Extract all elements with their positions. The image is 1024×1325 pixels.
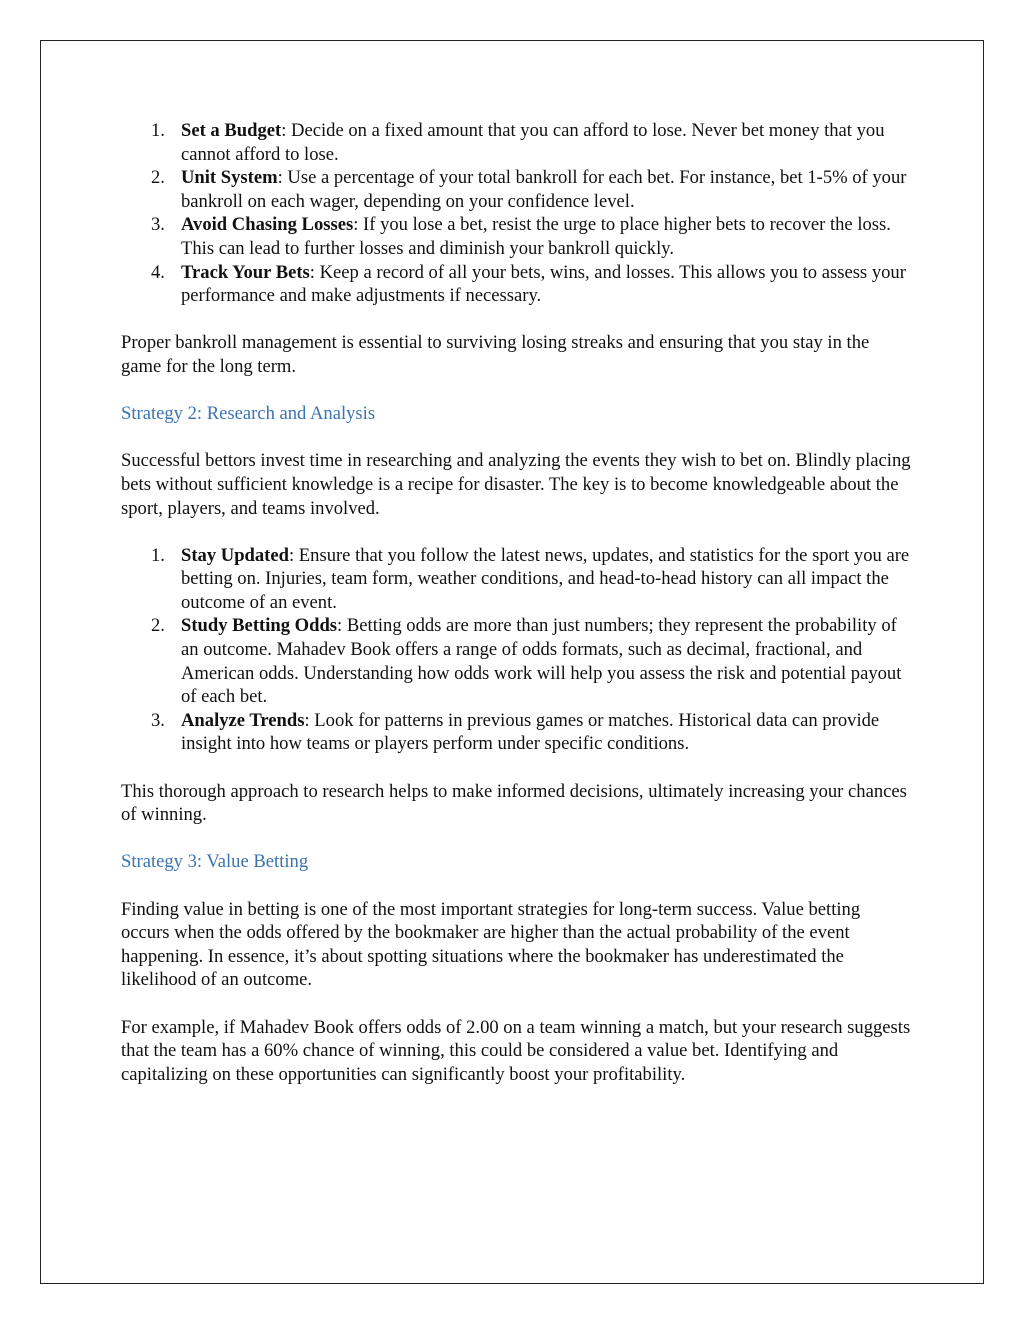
list-separator: : [304,709,315,731]
list-text: Use a percentage of your total bankroll for each bet. For instance, bet 1-5% of your bankroll on each wager, depending on your confidence level. [181,167,907,212]
list-term: Analyze Trends [181,709,305,731]
list-term: Study Betting Odds [181,615,338,637]
document-body [121,119,911,1086]
list-item [121,166,911,213]
list-text: If you lose a bet, resist the urge to place higher bets to recover the loss. This can lead to further losses and diminish your bankroll quickly. [181,214,891,259]
list-number: 1. [151,544,165,566]
list-separator: : [288,544,299,566]
list-term: Avoid Chasing Losses [181,214,354,236]
list-term: Stay Updated [181,544,289,566]
strategy-2-heading: Strategy 2: Research and Analysis [121,403,376,425]
strategy-2-intro-paragraph: Successful bettors invest time in researching and analyzing the events they wish to bet on. Blindly placing bets without sufficient knowledge is a recipe for disaster. The key is to become knowledgeable about the sport, players, and teams involved. [121,450,911,519]
strategy-3-heading: Strategy 3: Value Betting [121,851,309,873]
list-text: Keep a record of all your bets, wins, and losses. This allows you to assess your performance and make adjustments if necessary. [181,261,906,307]
list-term: Unit System [181,167,278,189]
list-separator: : [337,615,347,637]
list-item [121,614,911,708]
list-separator: : [353,214,364,236]
list-item [121,709,911,756]
list-separator: : [281,120,292,141]
list-item [121,544,911,615]
strategy-3-paragraph-2: For example, if Mahadev Book offers odds of 2.00 on a team winning a match, but your research suggests that the team has a 60% chance of winning, this could be considered a value bet. Identifying and capitalizing on these opportunities can significantly boost your profitability. [121,1016,911,1085]
strategy-2-summary-paragraph: This thorough approach to research helps to make informed decisions, ultimately increasing your chances of winning. [121,780,907,826]
bankroll-summary-paragraph: Proper bankroll management is essential to surviving losing streaks and ensuring that you stay in the game for the long term. [121,332,870,377]
list-text: Betting odds are more than just numbers; they represent the probability of an outcome. Mahadev Book offers a range of odds formats, such as decimal, fractional, and American odds. Understanding how odds work will help you assess the risk and potential payout of each bet. [181,615,902,708]
list-number: 2. [151,167,165,189]
list-text: Decide on a fixed amount that you can afford to lose. Never bet money that you cannot afford to lose. [181,120,885,165]
list-text: Ensure that you follow the latest news, updates, and statistics for the sport you are betting on. Injuries, team form, weather conditions, and head-to-head history can all impact the outcome of an event. [181,544,910,613]
list-number: 3. [151,214,165,236]
list-number: 4. [151,261,165,283]
list-separator: : [309,261,320,283]
list-item [121,213,911,260]
strategy-3-paragraph-1: Finding value in betting is one of the most important strategies for long-term success. Value betting occurs when the odds offered by the bookmaker are higher than the actual probability of the event happening. In essence, it’s about spotting situations where the bookmaker has underestimated the likelihood of an outcome. [121,898,861,991]
list-item [121,119,911,166]
list-term: Set a Budget [181,120,282,141]
bankroll-tips-list [121,119,911,308]
list-item [121,261,911,308]
list-number: 2. [151,615,165,637]
list-term: Track Your Bets [181,261,310,283]
list-text: Look for patterns in previous games or matches. Historical data can provide insight into how teams or players perform under specific conditions. [181,709,880,755]
research-tips-list [121,544,911,756]
list-separator: : [277,167,288,189]
list-number: 3. [151,709,165,731]
list-number: 1. [151,120,165,141]
